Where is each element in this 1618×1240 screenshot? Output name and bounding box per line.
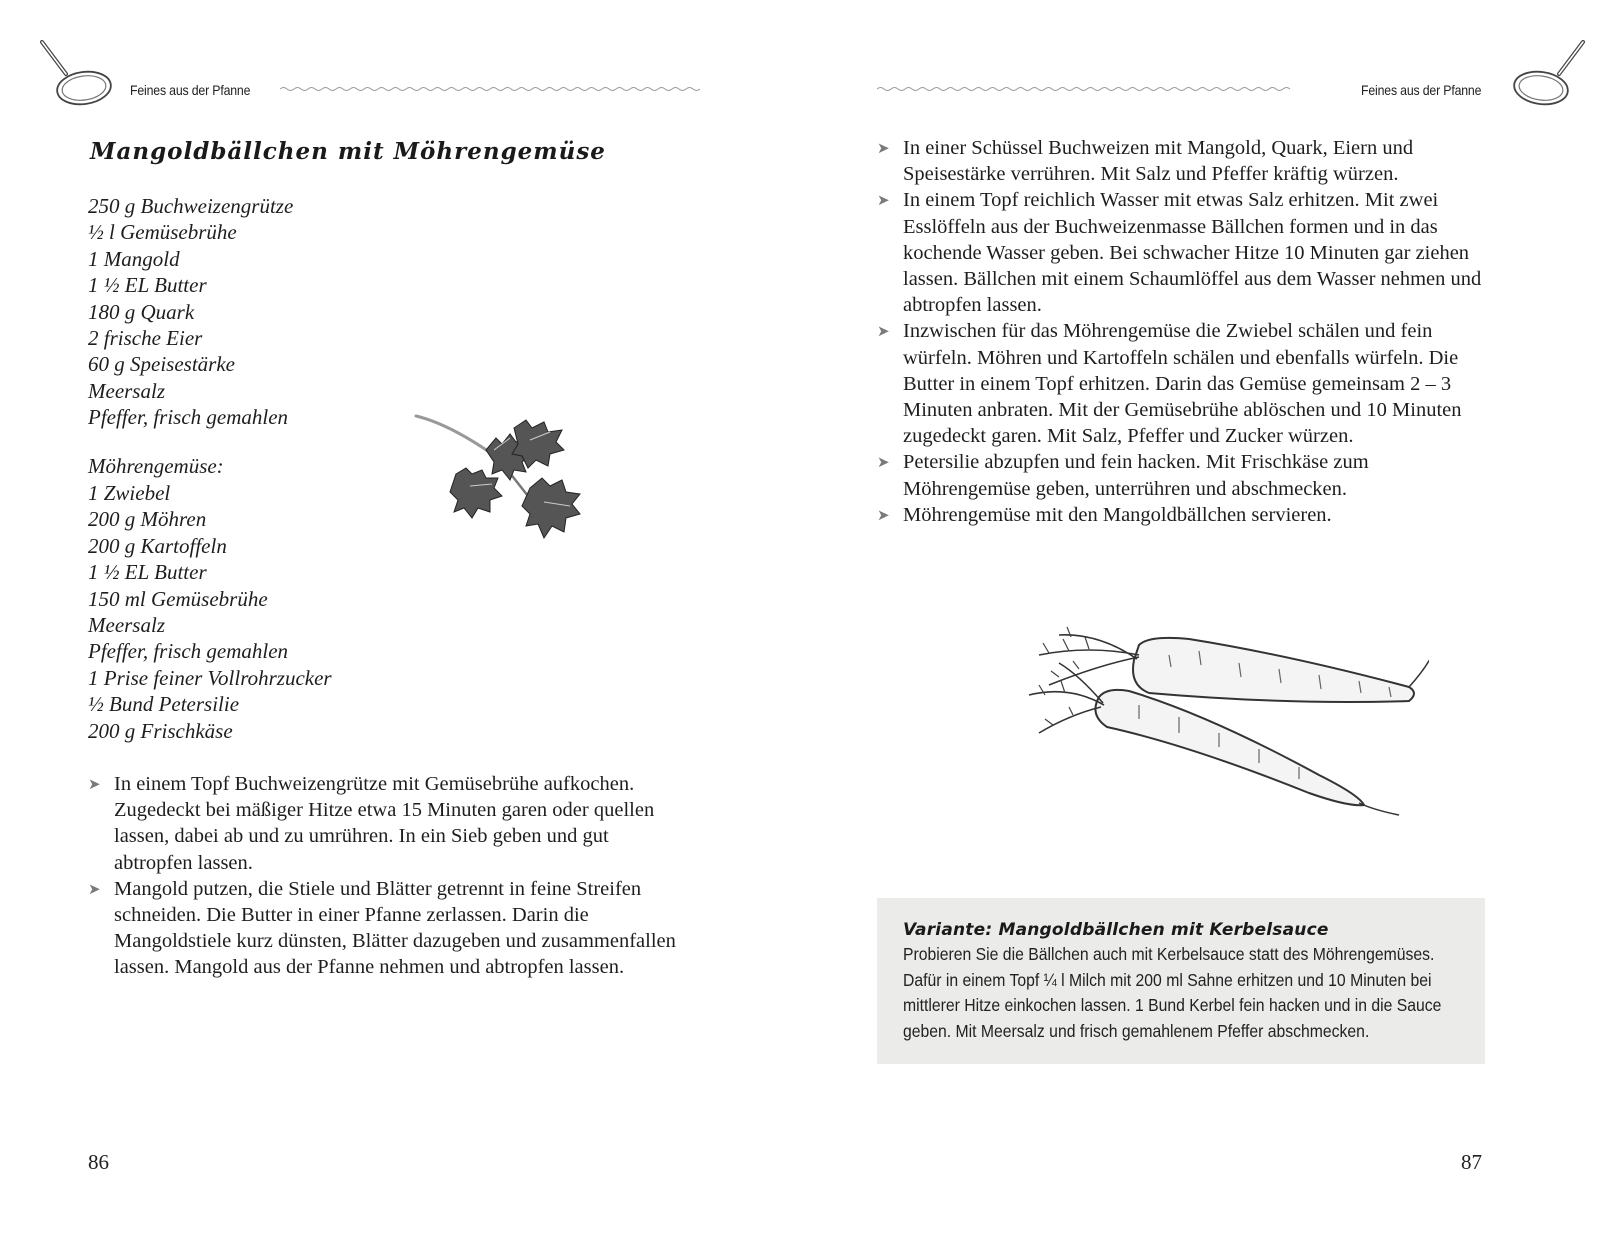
ingredient-item: 200 g Möhren [88,507,207,532]
ingredient-item: 1 Mangold [88,246,180,271]
ingredient-item: 2 frische Eier [88,326,203,351]
ingredient-list [88,193,293,431]
arrow-bullet-icon: ➤ [88,879,101,898]
page-number: 87 [1461,1150,1482,1174]
arrow-bullet-icon: ➤ [877,505,890,524]
step-text: Petersilie abzupfen und fein hacken. Mit Frischkäse zum Möhrengemüse geben, unterrühren und abschmecken. [903,451,1369,500]
step-text: Möhrengemüse mit den Mangoldbällchen servieren. [903,503,1332,526]
variant-title: Variante: Mangoldbällchen mit Kerbelsauce [903,920,1329,940]
frying-pan-icon [36,38,116,108]
step-text: In einer Schüssel Buchweizen mit Mangold, Quark, Eiern und Speisestärke verrühren. Mit Salz und Pfeffer kräftig würzen. [903,137,1414,186]
sub-ingredient-list [88,480,332,744]
ingredient-item: 180 g Quark [88,299,195,324]
arrow-bullet-icon: ➤ [877,139,890,157]
step-text: In einem Topf Buchweizengrütze mit Gemüsebrühe aufkochen. Zugedeckt bei mäßiger Hitze etwa 15 Minuten garen oder quellen lassen, dabei ab und zu umrühren. In ein Sieb geben und gut abtropfen lassen. [114,773,655,874]
method-step [877,449,1492,501]
method-step [88,876,688,981]
arrow-bullet-icon: ➤ [88,775,101,793]
method-step [877,502,1492,528]
ingredient-item: 250 g Buchweizengrütze [88,194,294,218]
ingredient-item: ½ l Gemüsebrühe [88,220,237,245]
arrow-bullet-icon: ➤ [877,322,890,341]
parsley-sprig-illustration [410,410,600,540]
method-step [877,187,1492,318]
arrow-bullet-icon: ➤ [877,191,890,210]
ingredient-item: 200 g Frischkäse [88,718,233,743]
ingredient-item: 150 ml Gemüsebrühe [88,586,268,611]
ingredient-item: 1 ½ EL Butter [88,560,207,585]
ingredient-item: 1 Prise feiner Vollrohrzucker [88,665,332,690]
method-step [88,771,688,876]
step-text: Mangold putzen, die Stiele und Blätter getrennt in feine Streifen schneiden. Die Butter in einer Pfanne zerlassen. Darin die Mangoldstiele kurz dünsten, Blätter dazugeben und zusammenfallen lassen. Mangold aus der Pfanne nehmen und abtropfen lassen. [114,877,676,979]
page-number: 86 [88,1150,109,1174]
running-header-title: Feines aus der Pfanne [130,82,251,98]
ingredient-item: Pfeffer, frisch gemahlen [88,405,289,430]
method-step [877,135,1492,187]
step-text: In einem Topf reichlich Wasser mit etwas Salz erhitzen. Mit zwei Esslöffeln aus der Buchweizenmasse Bällchen formen und in das kochende Wasser geben. Bei schwacher Hitze 10 Minuten gar ziehen lassen. Bällchen mit einem Schaumlöffel aus dem Wasser nehmen und abtropfen lassen. [903,189,1482,317]
ingredient-item: Meersalz [88,378,165,403]
arrow-bullet-icon: ➤ [877,453,890,472]
wavy-rule [877,85,1297,93]
running-header-title: Feines aus der Pfanne [1361,82,1482,98]
method-steps [88,771,688,981]
variant-body: Probieren Sie die Bällchen auch mit Kerbelsauce statt des Möhrengemüses. Dafür in einem Topf ¼ l Milch mit 200 ml Sahne erhitzen und 10 Minuten bei mittlerer Hitze einkochen lassen. 1 Bund Kerbel fein hacken und in die Sauce geben. Mit Meersalz und frisch gemahlenem Pfeffer abschmecken. [903,944,1442,1041]
wavy-rule [280,85,700,93]
step-text: Inzwischen für das Möhrengemüse die Zwiebel schälen und fein würfeln. Möhren und Kartoffeln schälen und ebenfalls würfeln. Die Butter in einem Topf erhitzen. Darin das Gemüse gemeinsam 2 – 3 Minuten anbraten. Mit der Gemüsebrühe ablöschen und 10 Minuten zugedeckt garen. Mit Salz, Pfeffer und Zucker würzen. [903,320,1462,448]
method-step [877,318,1492,449]
frying-pan-icon [1509,38,1589,108]
ingredient-subheading: Möhrengemüse: [88,454,224,478]
method-steps [877,135,1492,528]
ingredient-item: 200 g Kartoffeln [88,533,227,558]
carrots-illustration [989,615,1429,830]
ingredient-item: ½ Bund Petersilie [88,692,240,717]
recipe-title: Mangoldbällchen mit Möhrengemüse [90,138,606,165]
ingredient-item: Pfeffer, frisch gemahlen [88,639,289,664]
ingredient-item: 1 ½ EL Butter [88,273,207,298]
variant-box [877,898,1485,1064]
ingredient-item: 1 Zwiebel [88,481,171,505]
right-page [809,0,1618,1240]
ingredient-item: Meersalz [88,613,165,638]
ingredient-item: 60 g Speisestärke [88,352,235,377]
